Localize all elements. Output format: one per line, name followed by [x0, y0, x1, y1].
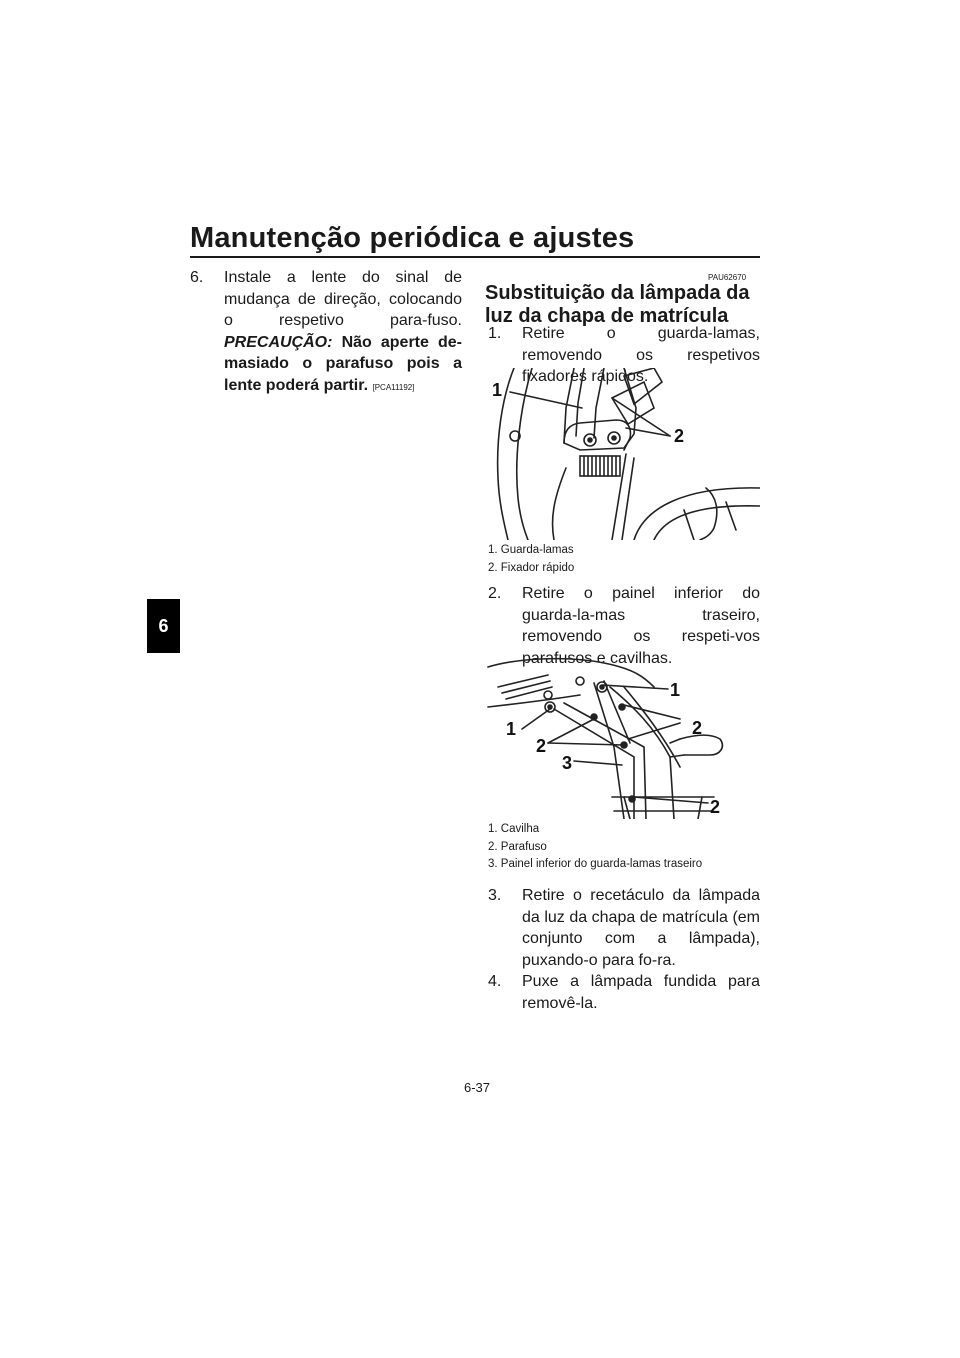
callout-2b: 2 [536, 736, 547, 756]
step-6 [190, 267, 462, 398]
caption-item: 2. Parafuso [488, 840, 547, 853]
caption-item: 1. Cavilha [488, 823, 540, 835]
steps-3-4-block [488, 885, 760, 1014]
step-3 [488, 885, 760, 971]
step-text: Retire o painel inferior do guarda-la-mas traseiro, removendo os respeti-vos parafusos e cavilhas. [522, 585, 760, 667]
step-text: Retire o recetáculo da lâmpada da luz da chapa de matrícula (em conjunto com a lâmpada), puxando-o para fo-ra. [522, 887, 760, 969]
callout-3: 3 [562, 753, 573, 773]
step-number: 6. [190, 269, 204, 286]
caution-label: PRECAUÇÃO: [224, 333, 333, 351]
caption-item: 2. Fixador rápido [488, 561, 575, 574]
step-4 [488, 971, 760, 1014]
step-number: 1. [488, 325, 502, 342]
callout-2a: 2 [692, 718, 703, 738]
figure-1-captions [488, 542, 574, 577]
caution-text: Não aperte de-masiado o parafuso pois a lente poderá partir. [224, 333, 463, 394]
page-number: 6-37 [464, 1080, 491, 1095]
step-number: 2. [488, 585, 502, 602]
step-text: Instale a lente do sinal de mudança de direção, colocando o respetivo para-fuso. [224, 269, 462, 329]
left-column [190, 267, 462, 398]
figure-rear-fender [484, 368, 760, 540]
step-text: Retire o guarda-lamas, removendo os respetivos fixadores rápidos. [522, 325, 760, 385]
caption-item: 1. Guarda-lamas [488, 544, 574, 556]
callout-1b: 1 [506, 719, 517, 739]
step-text: Puxe a lâmpada fundida para removê-la. [522, 973, 760, 1012]
caution-code: [PCA11192] [372, 382, 415, 392]
section-title: Substituição da lâmpada da luz da chapa de matrícula [485, 282, 750, 327]
step-number: 4. [488, 973, 502, 990]
page-title: Manutenção periódica e ajustes [190, 222, 635, 254]
figure-2-captions [488, 821, 702, 874]
callout-1a: 1 [670, 680, 681, 700]
callout-2c: 2 [710, 797, 721, 817]
step-number: 3. [488, 887, 502, 904]
figure-lower-panel [484, 647, 760, 819]
callout-2: 2 [674, 426, 685, 446]
callout-1: 1 [492, 380, 503, 400]
chapter-tab: 6 [147, 599, 180, 653]
caption-item: 3. Painel inferior do guarda-lamas traseiro [488, 858, 703, 870]
title-rule [190, 256, 760, 258]
section-code: PAU62670 [708, 273, 747, 282]
